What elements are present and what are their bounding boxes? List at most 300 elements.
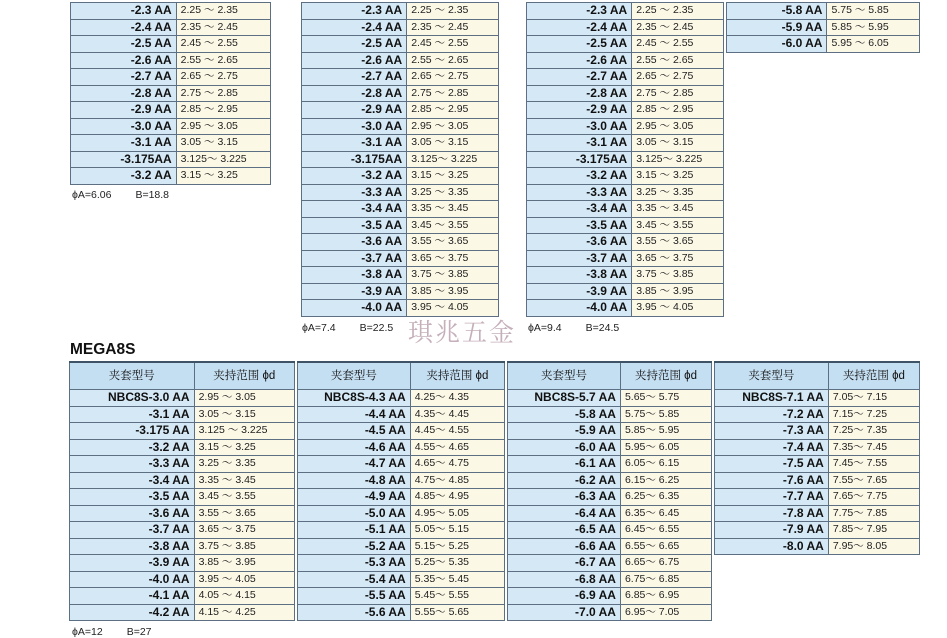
watermark: 琪兆五金	[408, 318, 517, 347]
table-row	[508, 472, 712, 489]
collet-model-cell: -3.1 AA	[527, 135, 632, 152]
collet-model-cell: -3.4 AA	[527, 201, 632, 218]
upper-collet-table-2	[301, 2, 499, 317]
table-row	[298, 406, 505, 423]
clamping-range-cell: 3.65 ～ 3.75	[194, 522, 294, 539]
collet-model-cell: -3.9 AA	[302, 283, 407, 300]
table-row	[715, 522, 920, 539]
clamping-range-cell: 3.95 ～ 4.05	[194, 571, 294, 588]
table-row	[302, 250, 499, 267]
clamping-range-cell: 3.15 ～ 3.25	[194, 439, 294, 456]
clamping-range-cell: 6.65～ 6.75	[620, 555, 711, 572]
table-header-row	[298, 362, 505, 390]
upper-collet-table-3	[526, 2, 724, 317]
collet-model-cell: -3.1 AA	[70, 406, 195, 423]
table-row	[71, 85, 271, 102]
collet-model-cell: -5.4 AA	[298, 571, 411, 588]
clamping-range-cell: 3.95 ～ 4.05	[632, 300, 724, 317]
clamping-range-cell: 3.05 ～ 3.15	[176, 135, 270, 152]
clamping-range-cell: 3.25 ～ 3.35	[407, 184, 499, 201]
collet-model-cell: -2.9 AA	[527, 102, 632, 119]
collet-model-cell: -3.0 AA	[302, 118, 407, 135]
table-row	[508, 456, 712, 473]
clamping-range-cell: 5.65～ 5.75	[620, 390, 711, 407]
table-row	[302, 217, 499, 234]
table-row	[527, 217, 724, 234]
table-row	[527, 19, 724, 36]
clamping-range-cell: 6.05～ 6.15	[620, 456, 711, 473]
table-row	[302, 234, 499, 251]
clamping-range-cell: 3.55 ～ 3.65	[407, 234, 499, 251]
clamping-range-cell: 3.85 ～ 3.95	[632, 283, 724, 300]
table-row	[70, 423, 295, 440]
table-row	[527, 234, 724, 251]
clamping-range-cell: 3.75 ～ 3.85	[194, 538, 294, 555]
table-row	[508, 390, 712, 407]
table-row	[298, 439, 505, 456]
collet-model-cell: -2.6 AA	[302, 52, 407, 69]
collet-model-cell: -5.3 AA	[298, 555, 411, 572]
table-row	[71, 168, 271, 185]
clamping-range-cell: 3.45 ～ 3.55	[194, 489, 294, 506]
table-row	[302, 19, 499, 36]
table-row	[527, 102, 724, 119]
table-row	[70, 571, 295, 588]
table-row	[70, 505, 295, 522]
collet-model-cell: -4.0 AA	[302, 300, 407, 317]
table-row	[298, 472, 505, 489]
clamping-range-cell: 3.125～ 3.225	[176, 151, 270, 168]
clamping-range-cell: 2.25 ～ 2.35	[176, 3, 270, 20]
dimension-note-2: ϕA=7.4 B=22.5	[302, 322, 394, 334]
clamping-range-cell: 3.25 ～ 3.35	[632, 184, 724, 201]
collet-model-cell: -3.0 AA	[71, 118, 177, 135]
clamping-range-cell: 5.95 ～ 6.05	[827, 36, 920, 53]
table-row	[70, 604, 295, 621]
collet-model-cell: -3.6 AA	[302, 234, 407, 251]
mega8s-table-2	[297, 361, 505, 621]
table-row	[298, 604, 505, 621]
collet-model-cell: -3.175AA	[71, 151, 177, 168]
collet-model-cell: -3.5 AA	[70, 489, 195, 506]
collet-model-cell: -2.4 AA	[527, 19, 632, 36]
collet-model-cell: -4.0 AA	[527, 300, 632, 317]
table-row	[298, 423, 505, 440]
clamping-range-cell: 4.25～ 4.35	[410, 390, 504, 407]
collet-model-cell: -3.2 AA	[71, 168, 177, 185]
collet-model-cell: -3.3 AA	[302, 184, 407, 201]
table-row	[298, 390, 505, 407]
collet-model-cell: -2.3 AA	[71, 3, 177, 20]
clamping-range-cell: 4.95～ 5.05	[410, 505, 504, 522]
clamping-range-cell: 3.05 ～ 3.15	[632, 135, 724, 152]
clamping-range-cell: 3.85 ～ 3.95	[194, 555, 294, 572]
collet-model-cell: -6.7 AA	[508, 555, 621, 572]
clamping-range-cell: 3.125～ 3.225	[632, 151, 724, 168]
clamping-range-cell: 2.85 ～ 2.95	[632, 102, 724, 119]
collet-model-cell: -3.175AA	[302, 151, 407, 168]
collet-model-cell: -2.6 AA	[527, 52, 632, 69]
collet-model-cell: -3.1 AA	[71, 135, 177, 152]
clamping-range-cell: 2.45 ～ 2.55	[176, 36, 270, 53]
table-header-row	[70, 362, 295, 390]
collet-model-cell: -3.2 AA	[70, 439, 195, 456]
collet-model-cell: -4.9 AA	[298, 489, 411, 506]
clamping-range-cell: 3.65 ～ 3.75	[632, 250, 724, 267]
table-row	[71, 52, 271, 69]
collet-model-cell: -3.9 AA	[527, 283, 632, 300]
collet-model-cell: -2.8 AA	[527, 85, 632, 102]
table-row	[527, 151, 724, 168]
clamping-range-cell: 2.55 ～ 2.65	[407, 52, 499, 69]
clamping-range-cell: 7.35～ 7.45	[828, 439, 919, 456]
collet-model-cell: -4.0 AA	[70, 571, 195, 588]
clamping-range-cell: 2.75 ～ 2.85	[632, 85, 724, 102]
mega8s-table-1	[69, 361, 295, 621]
clamping-range-cell: 4.85～ 4.95	[410, 489, 504, 506]
table-row	[527, 135, 724, 152]
clamping-range-cell: 4.15 ～ 4.25	[194, 604, 294, 621]
dimension-note-3: ϕA=9.4 B=24.5	[528, 322, 620, 334]
clamping-range-cell: 7.75～ 7.85	[828, 505, 919, 522]
collet-model-cell: -2.9 AA	[71, 102, 177, 119]
table-row	[302, 52, 499, 69]
table-header-row	[715, 362, 920, 390]
collet-model-cell: -3.4 AA	[70, 472, 195, 489]
clamping-range-cell: 5.95～ 6.05	[620, 439, 711, 456]
table-row	[302, 151, 499, 168]
clamping-range-cell: 4.55～ 4.65	[410, 439, 504, 456]
table-row	[715, 538, 920, 555]
table-row	[302, 283, 499, 300]
table-row	[527, 184, 724, 201]
collet-model-cell: -7.8 AA	[715, 505, 829, 522]
collet-model-cell: -3.175AA	[527, 151, 632, 168]
collet-model-cell: -7.3 AA	[715, 423, 829, 440]
table-row	[298, 571, 505, 588]
collet-model-cell: -6.5 AA	[508, 522, 621, 539]
collet-model-cell: -3.8 AA	[527, 267, 632, 284]
collet-model-cell: -3.0 AA	[527, 118, 632, 135]
header-model: 夹套型号	[298, 362, 411, 390]
mega8s-table-3	[507, 361, 712, 621]
table-row	[302, 36, 499, 53]
clamping-range-cell: 7.25～ 7.35	[828, 423, 919, 440]
table-row	[302, 201, 499, 218]
collet-model-cell: -7.2 AA	[715, 406, 829, 423]
collet-model-cell: -2.9 AA	[302, 102, 407, 119]
table-row	[70, 555, 295, 572]
clamping-range-cell: 5.85 ～ 5.95	[827, 19, 920, 36]
table-row	[70, 522, 295, 539]
clamping-range-cell: 7.45～ 7.55	[828, 456, 919, 473]
clamping-range-cell: 2.25 ～ 2.35	[632, 3, 724, 20]
clamping-range-cell: 2.35 ～ 2.45	[407, 19, 499, 36]
collet-model-cell: -6.9 AA	[508, 588, 621, 605]
collet-model-cell: -5.8 AA	[508, 406, 621, 423]
collet-model-cell: -2.4 AA	[71, 19, 177, 36]
collet-model-cell: -7.9 AA	[715, 522, 829, 539]
clamping-range-cell: 2.55 ～ 2.65	[176, 52, 270, 69]
table-row	[302, 168, 499, 185]
clamping-range-cell: 5.35～ 5.45	[410, 571, 504, 588]
table-row	[508, 423, 712, 440]
clamping-range-cell: 3.15 ～ 3.25	[407, 168, 499, 185]
header-range: 夹持范围 ϕd	[828, 362, 919, 390]
clamping-range-cell: 2.45 ～ 2.55	[407, 36, 499, 53]
table-row	[508, 505, 712, 522]
clamping-range-cell: 3.35 ～ 3.45	[632, 201, 724, 218]
collet-model-cell: -7.7 AA	[715, 489, 829, 506]
collet-model-cell: -3.7 AA	[70, 522, 195, 539]
collet-model-cell: -3.2 AA	[302, 168, 407, 185]
table-row	[727, 19, 920, 36]
table-row	[71, 3, 271, 20]
collet-model-cell: -2.6 AA	[71, 52, 177, 69]
clamping-range-cell: 6.45～ 6.55	[620, 522, 711, 539]
collet-model-cell: -5.1 AA	[298, 522, 411, 539]
clamping-range-cell: 7.55～ 7.65	[828, 472, 919, 489]
section-title-mega8s: MEGA8S	[70, 341, 136, 358]
table-row	[508, 522, 712, 539]
table-row	[71, 151, 271, 168]
collet-model-cell: -5.6 AA	[298, 604, 411, 621]
collet-model-cell: -3.3 AA	[527, 184, 632, 201]
clamping-range-cell: 3.125～ 3.225	[407, 151, 499, 168]
table-row	[71, 135, 271, 152]
clamping-range-cell: 2.45 ～ 2.55	[632, 36, 724, 53]
clamping-range-cell: 3.15 ～ 3.25	[176, 168, 270, 185]
table-row	[71, 102, 271, 119]
upper-collet-table-4	[726, 2, 920, 53]
clamping-range-cell: 3.25 ～ 3.35	[194, 456, 294, 473]
table-row	[527, 3, 724, 20]
table-row	[715, 489, 920, 506]
table-row	[302, 102, 499, 119]
clamping-range-cell: 6.25～ 6.35	[620, 489, 711, 506]
table-row	[508, 588, 712, 605]
clamping-range-cell: 2.95 ～ 3.05	[194, 390, 294, 407]
clamping-range-cell: 4.05 ～ 4.15	[194, 588, 294, 605]
clamping-range-cell: 3.55 ～ 3.65	[194, 505, 294, 522]
table-row	[70, 439, 295, 456]
clamping-range-cell: 2.85 ～ 2.95	[176, 102, 270, 119]
table-row	[508, 406, 712, 423]
clamping-range-cell: 7.15～ 7.25	[828, 406, 919, 423]
dimension-note-1: ϕA=6.06 B=18.8	[72, 189, 170, 201]
table-row	[715, 390, 920, 407]
clamping-range-cell: 2.55 ～ 2.65	[632, 52, 724, 69]
clamping-range-cell: 5.85～ 5.95	[620, 423, 711, 440]
clamping-range-cell: 2.65 ～ 2.75	[632, 69, 724, 86]
collet-model-cell: -5.0 AA	[298, 505, 411, 522]
clamping-range-cell: 3.55 ～ 3.65	[632, 234, 724, 251]
table-row	[70, 390, 295, 407]
collet-model-cell: -4.4 AA	[298, 406, 411, 423]
collet-model-cell: -6.0 AA	[727, 36, 827, 53]
collet-model-cell: NBC8S-7.1 AA	[715, 390, 829, 407]
collet-model-cell: -3.5 AA	[302, 217, 407, 234]
collet-model-cell: -5.5 AA	[298, 588, 411, 605]
collet-model-cell: -3.5 AA	[527, 217, 632, 234]
collet-model-cell: -3.7 AA	[527, 250, 632, 267]
table-row	[727, 3, 920, 20]
collet-model-cell: -4.7 AA	[298, 456, 411, 473]
table-row	[70, 456, 295, 473]
clamping-range-cell: 3.85 ～ 3.95	[407, 283, 499, 300]
collet-model-cell: -3.2 AA	[527, 168, 632, 185]
table-row	[508, 439, 712, 456]
table-row	[298, 538, 505, 555]
clamping-range-cell: 2.65 ～ 2.75	[407, 69, 499, 86]
header-range: 夹持范围 ϕd	[410, 362, 504, 390]
table-row	[70, 588, 295, 605]
clamping-range-cell: 3.05 ～ 3.15	[194, 406, 294, 423]
clamping-range-cell: 5.55～ 5.65	[410, 604, 504, 621]
collet-model-cell: -7.0 AA	[508, 604, 621, 621]
table-row	[298, 505, 505, 522]
table-row	[71, 36, 271, 53]
clamping-range-cell: 3.75 ～ 3.85	[407, 267, 499, 284]
collet-model-cell: -6.8 AA	[508, 571, 621, 588]
collet-model-cell: -4.1 AA	[70, 588, 195, 605]
table-row	[527, 201, 724, 218]
table-row	[71, 19, 271, 36]
table-row	[70, 538, 295, 555]
table-row	[70, 489, 295, 506]
clamping-range-cell: 2.35 ～ 2.45	[632, 19, 724, 36]
clamping-range-cell: 2.25 ～ 2.35	[407, 3, 499, 20]
collet-model-cell: NBC8S-3.0 AA	[70, 390, 195, 407]
header-model: 夹套型号	[508, 362, 621, 390]
collet-model-cell: -4.8 AA	[298, 472, 411, 489]
dimension-note-mega: ϕA=12 B=27	[72, 626, 152, 638]
collet-model-cell: -3.175 AA	[70, 423, 195, 440]
table-row	[715, 439, 920, 456]
clamping-range-cell: 7.65～ 7.75	[828, 489, 919, 506]
collet-model-cell: -6.6 AA	[508, 538, 621, 555]
table-row	[715, 505, 920, 522]
table-row	[298, 489, 505, 506]
table-row	[527, 85, 724, 102]
clamping-range-cell: 3.05 ～ 3.15	[407, 135, 499, 152]
table-row	[508, 604, 712, 621]
table-row	[527, 283, 724, 300]
collet-model-cell: -2.5 AA	[527, 36, 632, 53]
collet-model-cell: -6.3 AA	[508, 489, 621, 506]
header-model: 夹套型号	[715, 362, 829, 390]
header-range: 夹持范围 ϕd	[194, 362, 294, 390]
clamping-range-cell: 6.85～ 6.95	[620, 588, 711, 605]
collet-model-cell: -5.9 AA	[727, 19, 827, 36]
clamping-range-cell: 2.75 ～ 2.85	[176, 85, 270, 102]
collet-model-cell: -2.3 AA	[302, 3, 407, 20]
table-row	[527, 69, 724, 86]
clamping-range-cell: 3.15 ～ 3.25	[632, 168, 724, 185]
collet-model-cell: -7.6 AA	[715, 472, 829, 489]
collet-model-cell: -2.5 AA	[71, 36, 177, 53]
clamping-range-cell: 6.35～ 6.45	[620, 505, 711, 522]
table-row	[715, 472, 920, 489]
table-row	[508, 555, 712, 572]
clamping-range-cell: 2.85 ～ 2.95	[407, 102, 499, 119]
table-row	[527, 168, 724, 185]
table-row	[508, 571, 712, 588]
mega8s-table-4	[714, 361, 920, 555]
clamping-range-cell: 2.95 ～ 3.05	[632, 118, 724, 135]
clamping-range-cell: 3.95 ～ 4.05	[407, 300, 499, 317]
clamping-range-cell: 5.25～ 5.35	[410, 555, 504, 572]
table-row	[715, 406, 920, 423]
table-row	[302, 118, 499, 135]
collet-model-cell: -4.6 AA	[298, 439, 411, 456]
table-row	[715, 456, 920, 473]
collet-model-cell: -8.0 AA	[715, 538, 829, 555]
collet-model-cell: -3.6 AA	[70, 505, 195, 522]
clamping-range-cell: 2.75 ～ 2.85	[407, 85, 499, 102]
collet-model-cell: -6.1 AA	[508, 456, 621, 473]
header-range: 夹持范围 ϕd	[620, 362, 711, 390]
collet-model-cell: -3.7 AA	[302, 250, 407, 267]
table-row	[527, 118, 724, 135]
clamping-range-cell: 6.55～ 6.65	[620, 538, 711, 555]
clamping-range-cell: 5.75～ 5.85	[620, 406, 711, 423]
clamping-range-cell: 4.75～ 4.85	[410, 472, 504, 489]
collet-model-cell: -2.7 AA	[302, 69, 407, 86]
collet-model-cell: -7.4 AA	[715, 439, 829, 456]
collet-model-cell: -4.2 AA	[70, 604, 195, 621]
table-row	[527, 36, 724, 53]
collet-model-cell: -3.6 AA	[527, 234, 632, 251]
clamping-range-cell: 5.75 ～ 5.85	[827, 3, 920, 20]
collet-model-cell: -2.8 AA	[302, 85, 407, 102]
table-row	[70, 406, 295, 423]
collet-model-cell: -5.2 AA	[298, 538, 411, 555]
collet-model-cell: -3.1 AA	[302, 135, 407, 152]
table-header-row	[508, 362, 712, 390]
collet-model-cell: -5.9 AA	[508, 423, 621, 440]
clamping-range-cell: 2.65 ～ 2.75	[176, 69, 270, 86]
table-row	[527, 250, 724, 267]
clamping-range-cell: 3.125 ～ 3.225	[194, 423, 294, 440]
collet-model-cell: -6.0 AA	[508, 439, 621, 456]
clamping-range-cell: 3.35 ～ 3.45	[194, 472, 294, 489]
table-row	[527, 52, 724, 69]
table-row	[70, 472, 295, 489]
clamping-range-cell: 7.05～ 7.15	[828, 390, 919, 407]
collet-model-cell: -3.3 AA	[70, 456, 195, 473]
clamping-range-cell: 3.45 ～ 3.55	[407, 217, 499, 234]
table-row	[298, 555, 505, 572]
collet-model-cell: -5.8 AA	[727, 3, 827, 20]
collet-model-cell: -3.4 AA	[302, 201, 407, 218]
table-row	[71, 118, 271, 135]
table-row	[727, 36, 920, 53]
clamping-range-cell: 3.75 ～ 3.85	[632, 267, 724, 284]
collet-model-cell: -6.4 AA	[508, 505, 621, 522]
clamping-range-cell: 3.45 ～ 3.55	[632, 217, 724, 234]
table-row	[71, 69, 271, 86]
clamping-range-cell: 2.95 ～ 3.05	[407, 118, 499, 135]
table-row	[302, 3, 499, 20]
clamping-range-cell: 7.85～ 7.95	[828, 522, 919, 539]
table-row	[298, 588, 505, 605]
collet-model-cell: -2.8 AA	[71, 85, 177, 102]
collet-model-cell: -2.7 AA	[527, 69, 632, 86]
collet-model-cell: NBC8S-4.3 AA	[298, 390, 411, 407]
collet-model-cell: -2.3 AA	[527, 3, 632, 20]
table-row	[527, 300, 724, 317]
